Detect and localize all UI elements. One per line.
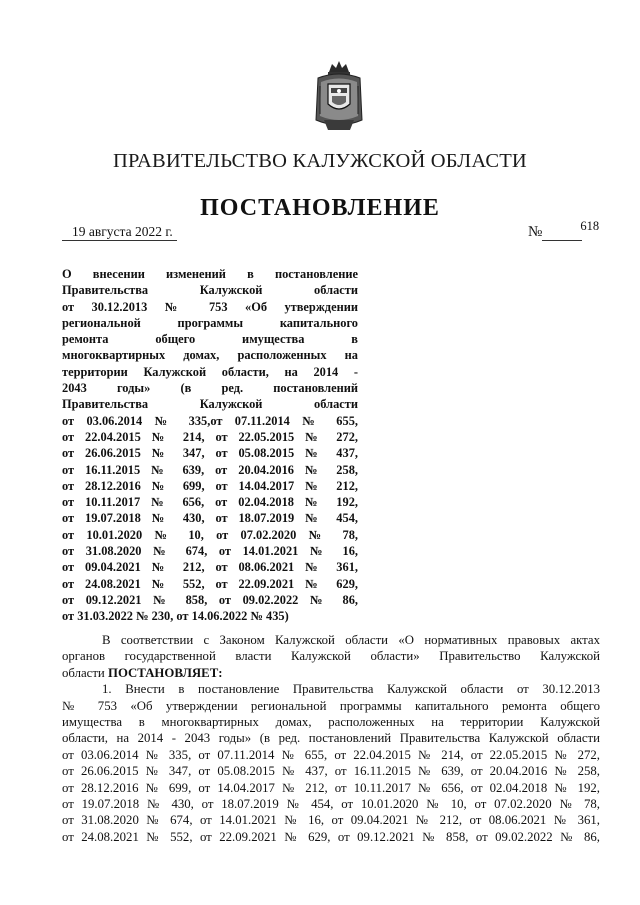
coat-of-arms-emblem <box>312 58 366 134</box>
title-line: от 19.07.2018 № 430, от 18.07.2019 № 454, <box>62 511 358 526</box>
document-type-heading: ПОСТАНОВЛЕНИЕ <box>200 195 440 221</box>
title-line: от 09.04.2021 № 212, от 08.06.2021 № 361, <box>62 560 358 575</box>
item-1-line: 1. Внести в постановление Правительства Калужской области от 30.12.2013 <box>102 682 600 697</box>
document-body <box>62 632 600 845</box>
title-line: от 10.01.2020 № 10, от 07.02.2020 № 78, <box>62 527 358 542</box>
item-1-line: от 31.08.2020 № 674, от 14.01.2021 № 16, от 09.04.2021 № 212, от 08.06.2021 № 361, <box>62 813 600 828</box>
title-line: от 10.11.2017 № 656, от 02.04.2018 № 192, <box>62 495 358 510</box>
title-line: региональной программы капитального <box>62 315 358 330</box>
title-line: ремонта общего имущества в <box>62 332 358 347</box>
title-line: от 09.12.2021 № 858, от 09.02.2022 № 86, <box>62 592 358 607</box>
preamble-line: органов государственной власти Калужской области» Правительство Калужской <box>62 649 600 664</box>
title-line: Правительства Калужской области <box>62 397 358 412</box>
item-1-line: № 753 «Об утверждении региональной программы капитального ремонта общего <box>62 698 600 713</box>
title-line: от 24.08.2021 № 552, от 22.09.2021 № 629, <box>62 576 358 591</box>
number-underline <box>542 219 600 241</box>
title-line: от 22.04.2015 № 214, от 22.05.2015 № 272, <box>62 429 358 444</box>
item-1-line: области, на 2014 - 2043 годы» (в ред. постановлений Правительства Калужской области <box>62 731 600 746</box>
title-line: от 16.11.2015 № 639, от 20.04.2016 № 258, <box>62 462 358 477</box>
title-line: от 28.12.2016 № 699, от 14.04.2017 № 212, <box>62 478 358 493</box>
title-line: О внесении изменений в постановление <box>62 267 358 281</box>
government-name: ПРАВИТЕЛЬСТВО КАЛУЖСКОЙ ОБЛАСТИ <box>113 150 527 172</box>
title-line: от 31.03.2022 № 230, от 14.06.2022 № 435) <box>62 609 289 624</box>
decree-keyword: ПОСТАНОВЛЯЕТ: <box>107 665 223 680</box>
title-line: Правительства Калужской области <box>62 283 358 298</box>
item-1-line: от 03.06.2014 № 335, от 07.11.2014 № 655, от 22.04.2015 № 214, от 22.05.2015 № 272, <box>62 747 600 762</box>
document-number <box>528 219 600 241</box>
item-1-line: от 28.12.2016 № 699, от 14.04.2017 № 212, от 10.11.2017 № 656, от 02.04.2018 № 192, <box>62 780 600 795</box>
title-line: от 31.08.2020 № 674, от 14.01.2021 № 16, <box>62 544 358 559</box>
item-1-line: имущества в многоквартирных домах, расположенных на территории Калужской <box>62 715 600 730</box>
item-1-line: от 26.06.2015 № 347, от 05.08.2015 № 437, от 16.11.2015 № 639, от 20.04.2016 № 258, <box>62 764 600 779</box>
title-line: от 30.12.2013 № 753 «Об утверждении <box>62 299 358 314</box>
document-date: 19 августа 2022 г. <box>62 224 177 241</box>
document-title <box>62 266 358 625</box>
preamble-line <box>62 665 600 681</box>
preamble-line: В соответствии с Законом Калужской области «О нормативных правовых актах <box>102 633 600 647</box>
document-number-value: 618 <box>580 219 600 233</box>
title-line: многоквартирных домах, расположенных на <box>62 348 358 363</box>
preamble-text: области <box>62 665 105 680</box>
title-line: территории Калужской области, на 2014 - <box>62 364 358 379</box>
title-line: 2043 годы» (в ред. постановлений <box>62 381 358 396</box>
number-sign: № <box>528 224 543 240</box>
item-1-line: от 24.08.2021 № 552, от 22.09.2021 № 629, от 09.12.2021 № 858, от 09.02.2022 № 86, <box>62 829 600 844</box>
title-line: от 26.06.2015 № 347, от 05.08.2015 № 437, <box>62 446 358 461</box>
title-line: от 03.06.2014 № 335,от 07.11.2014 № 655, <box>62 413 358 428</box>
item-1-line: от 19.07.2018 № 430, от 18.07.2019 № 454, от 10.01.2020 № 10, от 07.02.2020 № 78, <box>62 797 600 812</box>
